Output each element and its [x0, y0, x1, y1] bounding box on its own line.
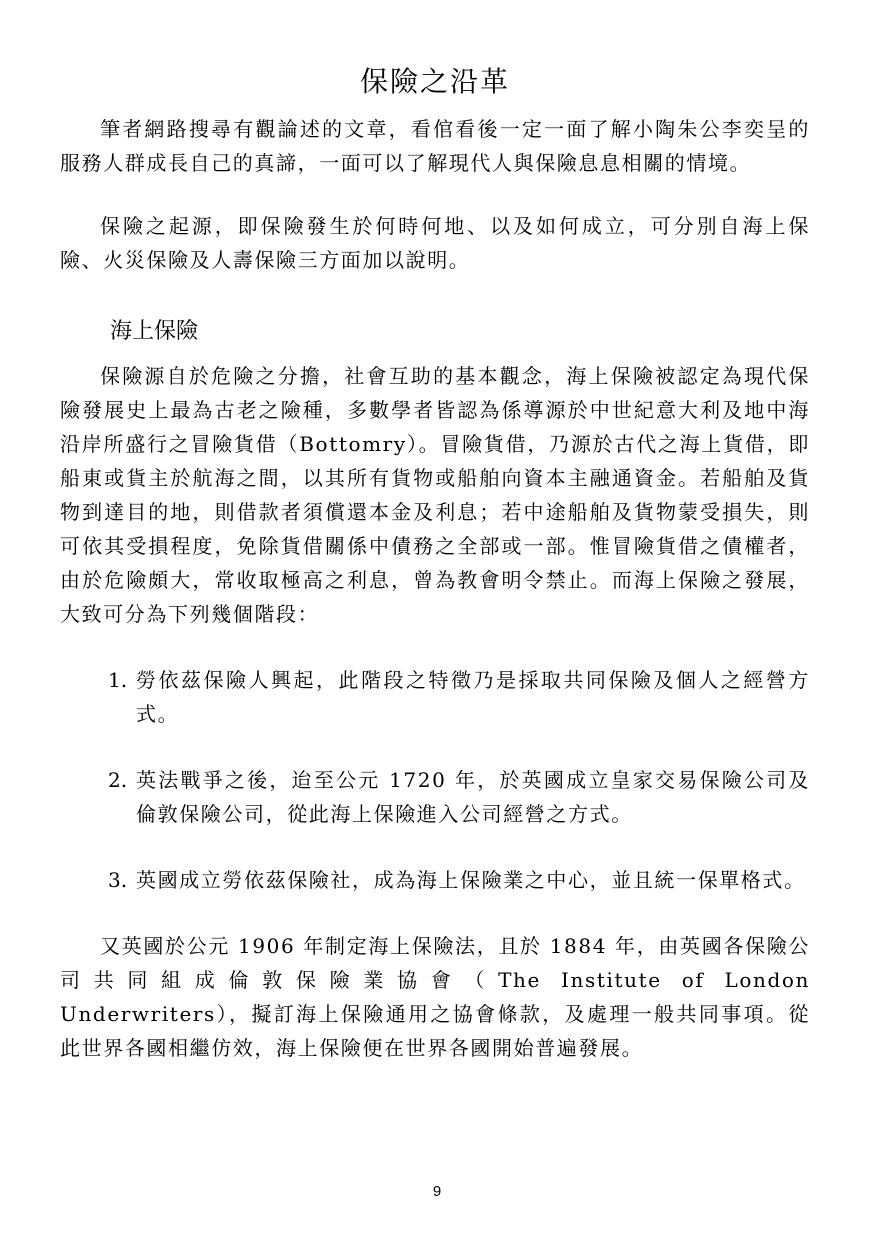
list-item — [108, 663, 810, 731]
list-item — [108, 763, 810, 831]
list-item — [108, 863, 810, 897]
list-item-text: 英法戰爭之後，迨至公元 1720 年，於英國成立皇家交易保險公司及倫敦保險公司，從此海上保險進入公司經營之方式。 — [136, 768, 810, 826]
page-number: 9 — [432, 1183, 442, 1200]
section-paragraph: 保險源自於危險之分擔，社會互助的基本觀念，海上保險被認定為現代保險發展史上最為古老之險種，多數學者皆認為係導源於中世紀意大利及地中海沿岸所盛行之冒險貨借（Bottomry）。冒險貨借，乃源於古代之海上貨借，即船東或貨主於航海之間，以其所有貨物或船舶向資本主融通資金。若船舶及貨物到達目的地，則借款者須償還本金及利息；若中途船舶及貨物蒙受損失，則可依其受損程度，免除貨借關係中債務之全部或一部。惟冒險貨借之債權者，由於危險頗大，常收取極高之利息，曾為教會明令禁止。而海上保險之發展，大致可分為下列幾個階段： — [60, 364, 810, 626]
intro-paragraph-1: 筆者網路搜尋有觀論述的文章，看倌看後一定一面了解小陶朱公李奕呈的服務人群成長自己的真諦，一面可以了解現代人與保險息息相關的情境。 — [60, 117, 810, 175]
section-heading: 海上保險 — [110, 319, 199, 344]
list-item-text: 勞依茲保險人興起，此階段之特徵乃是採取共同保險及個人之經營方式。 — [136, 668, 810, 726]
list-item-number: 3. — [108, 868, 128, 892]
intro-paragraph-2: 保險之起源，即保險發生於何時何地、以及如何成立，可分別自海上保險、火災保險及人壽保險三方面加以說明。 — [60, 214, 810, 272]
page-title: 保險之沿革 — [359, 65, 510, 98]
closing-paragraph: 又英國於公元 1906 年制定海上保險法，且於 1884 年，由英國各保險公司共同組成倫敦保險業協會（The Institute of London Underwriters），擬訂海上保險通用之協會條款，及處理一般共同事項。從此世界各國相繼仿效，海上保險便在世界各國開始普遍發展。 — [60, 934, 810, 1060]
list-item-text: 英國成立勞依茲保險社，成為海上保險業之中心，並且統一保單格式。 — [136, 868, 806, 892]
stages-list — [60, 663, 810, 897]
list-item-number: 2. — [108, 768, 128, 792]
list-item-number: 1. — [108, 668, 128, 692]
